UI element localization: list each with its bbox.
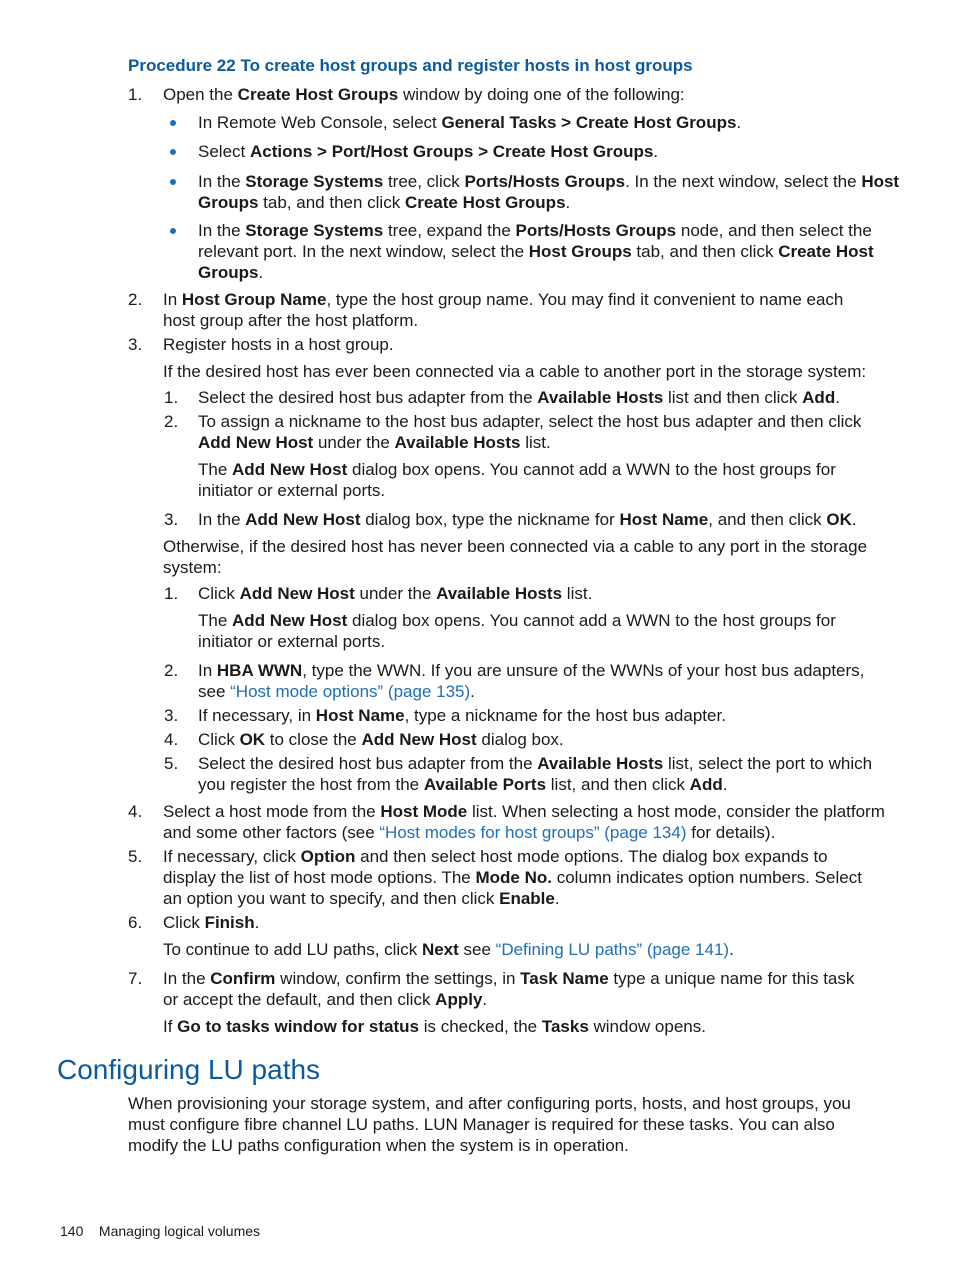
text-line: Add New Host under the Available Hosts list. bbox=[198, 433, 551, 452]
text-line: host group after the host platform. bbox=[163, 311, 419, 330]
text-line: or accept the default, and then click Apply. bbox=[163, 990, 488, 1009]
bold-term: Next bbox=[421, 940, 459, 959]
bold-term: Go to tasks window for status bbox=[177, 1017, 419, 1036]
bullet-text bbox=[198, 171, 899, 213]
bold-term: Create Host Groups bbox=[237, 85, 399, 104]
bold-term: Host Mode bbox=[380, 802, 468, 821]
bold-term: Storage Systems bbox=[245, 172, 384, 191]
step-text bbox=[163, 289, 843, 331]
bullet-text bbox=[198, 112, 741, 133]
bold-term: Create Host Groups bbox=[404, 193, 566, 212]
step-number: 2. bbox=[128, 290, 143, 309]
text-line: In Remote Web Console, select General Tasks > Create Host Groups. bbox=[198, 113, 742, 132]
dialog-note bbox=[198, 610, 836, 652]
bold-term: Apply bbox=[435, 990, 483, 1009]
bold-term: Available Hosts bbox=[537, 754, 664, 773]
bold-term: Host Group Name bbox=[181, 290, 327, 309]
substep-number: 4. bbox=[164, 730, 179, 749]
text-line: The Add New Host dialog box opens. You cannot add a WWN to the host groups for bbox=[198, 611, 836, 630]
text-line: display the list of host mode options. The Mode No. column indicates option numbers. Select bbox=[163, 868, 862, 887]
step-number: 5. bbox=[128, 847, 143, 866]
bold-term: General Tasks > Create Host Groups bbox=[441, 113, 737, 132]
substep-number: 3. bbox=[164, 706, 179, 725]
step-text bbox=[163, 912, 259, 933]
bold-term: Add New Host bbox=[198, 433, 314, 452]
bold-term: Ports/Hosts Groups bbox=[515, 221, 677, 240]
bullet-dot bbox=[170, 120, 176, 126]
cross-reference-link[interactable]: “Defining LU paths” (page 141) bbox=[495, 940, 730, 959]
bold-term: Storage Systems bbox=[245, 221, 384, 240]
text-line: initiator or external ports. bbox=[198, 632, 386, 651]
bold-term: Host Name bbox=[315, 706, 405, 725]
page-footer bbox=[60, 1223, 260, 1239]
text-line: relevant port. In the next window, select the Host Groups tab, and then click Create Host bbox=[198, 242, 874, 261]
substep-text bbox=[198, 509, 857, 530]
bold-term: OK bbox=[239, 730, 266, 749]
bullet-dot bbox=[170, 228, 176, 234]
bold-term: Mode No. bbox=[475, 868, 552, 887]
step-text bbox=[163, 334, 394, 355]
bold-term: Available Hosts bbox=[537, 388, 664, 407]
bold-term: Enable bbox=[499, 889, 555, 908]
text-line: To assign a nickname to the host bus adapter, select the host bus adapter and then click bbox=[198, 412, 862, 431]
substep-number: 3. bbox=[164, 510, 179, 529]
text-line: see “Host mode options” (page 135). bbox=[198, 682, 475, 701]
page-number: 140 bbox=[60, 1223, 84, 1239]
text-line: Select Actions > Port/Host Groups > Create Host Groups. bbox=[198, 142, 659, 161]
text-line: Groups tab, and then click Create Host Groups. bbox=[198, 193, 571, 212]
substep-number: 1. bbox=[164, 584, 179, 603]
step-number: 7. bbox=[128, 969, 143, 988]
text-line: Select the desired host bus adapter from the Available Hosts list and then click Add. bbox=[198, 388, 840, 407]
dialog-note bbox=[198, 459, 836, 501]
text-line: Click Add New Host under the Available Hosts list. bbox=[198, 584, 593, 603]
continue-note bbox=[163, 939, 734, 960]
step-text bbox=[163, 846, 862, 909]
step-text bbox=[163, 801, 885, 843]
substep-text bbox=[198, 705, 726, 726]
substep-number: 2. bbox=[164, 661, 179, 680]
section-body bbox=[128, 1093, 851, 1156]
bold-term: Groups bbox=[198, 263, 259, 282]
text-line: initiator or external ports. bbox=[198, 481, 386, 500]
step-text bbox=[163, 968, 854, 1010]
procedure-title: Procedure 22 To create host groups and register hosts in host groups bbox=[128, 56, 693, 75]
bold-term: Add New Host bbox=[232, 611, 348, 630]
substep-text bbox=[198, 411, 861, 453]
text-line: Click OK to close the Add New Host dialog box. bbox=[198, 730, 564, 749]
step-number: 6. bbox=[128, 913, 143, 932]
bullet-dot bbox=[170, 149, 176, 155]
step-text bbox=[163, 84, 685, 105]
bullet-dot bbox=[170, 179, 176, 185]
text-line: In the Storage Systems tree, expand the Ports/Hosts Groups node, and then select the bbox=[198, 221, 872, 240]
text-line: Click Finish. bbox=[163, 913, 260, 932]
bold-term: Add bbox=[689, 775, 723, 794]
step-number: 3. bbox=[128, 335, 143, 354]
text-line: Otherwise, if the desired host has never been connected via a cable to any port in the storage bbox=[163, 537, 868, 556]
bold-term: Available Hosts bbox=[436, 584, 563, 603]
text-line: and some other factors (see “Host modes for host groups” (page 134) for details). bbox=[163, 823, 776, 842]
text-line: The Add New Host dialog box opens. You cannot add a WWN to the host groups for bbox=[198, 460, 836, 479]
bold-term: Actions > Port/Host Groups > Create Host Groups bbox=[249, 142, 654, 161]
substep-text bbox=[198, 753, 872, 795]
bold-term: Option bbox=[300, 847, 356, 866]
bullet-text bbox=[198, 220, 874, 283]
bold-term: Available Ports bbox=[423, 775, 547, 794]
bold-term: Add New Host bbox=[361, 730, 477, 749]
text-line: Groups. bbox=[198, 263, 264, 282]
substep-text bbox=[198, 660, 864, 702]
text-line: an option you want to specify, and then click Enable. bbox=[163, 889, 560, 908]
bold-term: Add New Host bbox=[239, 584, 355, 603]
text-line: If necessary, in Host Name, type a nickname for the host bus adapter. bbox=[198, 706, 726, 725]
text-line: system: bbox=[163, 558, 222, 577]
substep-number: 2. bbox=[164, 412, 179, 431]
text-line: Register hosts in a host group. bbox=[163, 335, 394, 354]
substep-text bbox=[198, 729, 564, 750]
bold-term: Host Name bbox=[619, 510, 709, 529]
bold-term: Add bbox=[802, 388, 836, 407]
bold-term: Confirm bbox=[210, 969, 276, 988]
bold-term: HBA WWN bbox=[216, 661, 303, 680]
bold-term: Host Groups bbox=[528, 242, 632, 261]
bold-term: OK bbox=[826, 510, 852, 529]
text-line: modify the LU paths configuration when the system is in operation. bbox=[128, 1136, 629, 1155]
step-number: 4. bbox=[128, 802, 143, 821]
bold-term: Host bbox=[861, 172, 900, 191]
text-line: Select the desired host bus adapter from the Available Hosts list, select the port to which bbox=[198, 754, 873, 773]
text-line: To continue to add LU paths, click Next see “Defining LU paths” (page 141). bbox=[163, 940, 734, 959]
bold-term: Groups bbox=[198, 193, 259, 212]
cross-reference-link[interactable]: “Host mode options” (page 135) bbox=[230, 682, 471, 701]
text-line: In the Storage Systems tree, click Ports/Hosts Groups. In the next window, select the Host bbox=[198, 172, 900, 191]
text-line: Open the Create Host Groups window by doing one of the following: bbox=[163, 85, 685, 104]
text-line: In Host Group Name, type the host group name. You may find it convenient to name each bbox=[163, 290, 844, 309]
text-line: If necessary, click Option and then select host mode options. The dialog box expands to bbox=[163, 847, 828, 866]
text-line: When provisioning your storage system, and after configuring ports, hosts, and host groups, you bbox=[128, 1094, 851, 1113]
bold-term: Create Host bbox=[778, 242, 874, 261]
text-line: In the Confirm window, confirm the settings, in Task Name type a unique name for this task bbox=[163, 969, 855, 988]
bold-term: Add New Host bbox=[232, 460, 348, 479]
connected-intro bbox=[163, 361, 866, 382]
text-line: must configure fibre channel LU paths. LUN Manager is required for these tasks. You can also bbox=[128, 1115, 835, 1134]
chapter-title: Managing logical volumes bbox=[98, 1223, 261, 1239]
otherwise-intro bbox=[163, 536, 867, 578]
substep-text bbox=[198, 387, 840, 408]
substep-number: 1. bbox=[164, 388, 179, 407]
bold-term: Tasks bbox=[541, 1017, 589, 1036]
tasks-note bbox=[163, 1016, 706, 1037]
text-line: you register the host from the Available Ports list, and then click Add. bbox=[198, 775, 728, 794]
bold-term: Available Hosts bbox=[394, 433, 521, 452]
step-number: 1. bbox=[128, 85, 143, 104]
cross-reference-link[interactable]: “Host modes for host groups” (page 134) bbox=[379, 823, 687, 842]
bold-term: Ports/Hosts Groups bbox=[464, 172, 626, 191]
bold-term: Add New Host bbox=[245, 510, 361, 529]
text-line: In the Add New Host dialog box, type the nickname for Host Name, and then click OK. bbox=[198, 510, 857, 529]
text-line: If the desired host has ever been connected via a cable to another port in the storage system: bbox=[163, 362, 867, 381]
section-heading: Configuring LU paths bbox=[57, 1054, 321, 1085]
text-line: In HBA WWN, type the WWN. If you are unsure of the WWNs of your host bus adapters, bbox=[198, 661, 865, 680]
substep-text bbox=[198, 583, 592, 604]
bullet-text bbox=[198, 141, 658, 162]
bold-term: Task Name bbox=[520, 969, 609, 988]
text-line: Select a host mode from the Host Mode list. When selecting a host mode, consider the platform bbox=[163, 802, 885, 821]
substep-number: 5. bbox=[164, 754, 179, 773]
bold-term: Finish bbox=[204, 913, 255, 932]
text-line: If Go to tasks window for status is checked, the Tasks window opens. bbox=[163, 1017, 706, 1036]
